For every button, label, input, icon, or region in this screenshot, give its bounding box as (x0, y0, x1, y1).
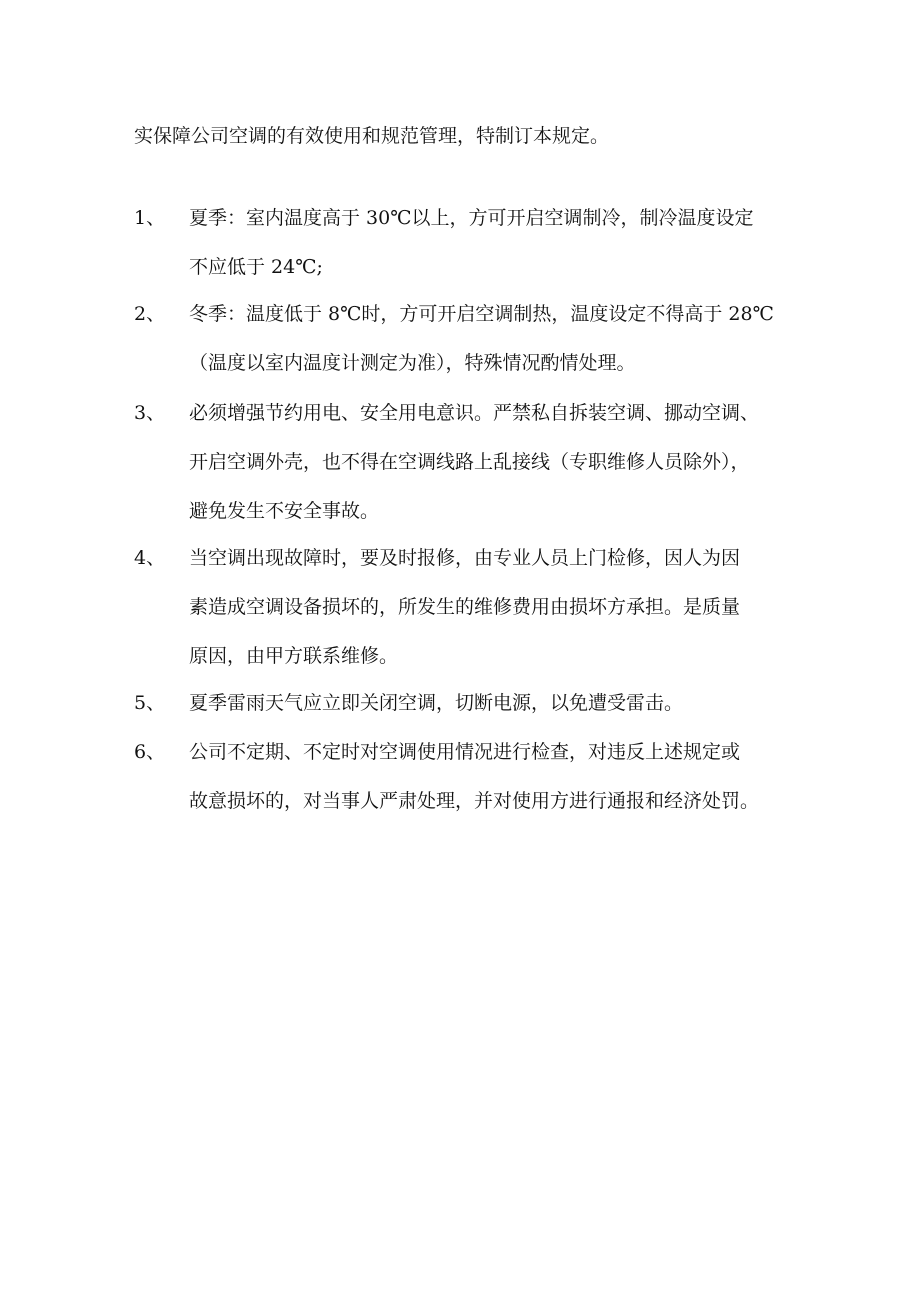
rule-text (189, 686, 819, 735)
rule-line: 当空调出现故障时，要及时报修，由专业人员上门检修，因人为因 (189, 547, 741, 569)
rule-line: 原因，由甲方联系维修。 (189, 645, 399, 667)
rule-number: 6、 (134, 741, 166, 763)
rule-number: 4、 (134, 547, 166, 569)
intro-paragraph: 实保障公司空调的有效使用和规范管理，特制订本规定。 (134, 125, 610, 147)
rule-text (189, 297, 819, 395)
rule-text (189, 735, 819, 833)
rule-number: 1、 (134, 207, 166, 229)
rule-number: 2、 (134, 303, 166, 325)
rule-text (189, 396, 819, 543)
rule-line: 开启空调外壳，也不得在空调线路上乱接线（专职维修人员除外）， (189, 451, 750, 473)
rule-line: 故意损坏的，对当事人严肃处理，并对使用方进行通报和经济处罚。 (189, 790, 760, 812)
rule-line: 冬季：温度低于 8℃时，方可开启空调制热，温度设定不得高于 28℃ (189, 303, 774, 325)
rule-line: 不应低于 24℃; (189, 256, 323, 278)
rule-line: 避免发生不安全事故。 (189, 500, 380, 522)
rule-number: 3、 (134, 402, 166, 424)
rule-text (189, 201, 819, 299)
rule-line: 夏季：室内温度高于 30℃以上，方可开启空调制冷，制冷温度设定 (189, 207, 754, 229)
rule-line: （温度以室内温度计测定为准），特殊情况酌情处理。 (189, 352, 636, 374)
rule-text (189, 541, 819, 688)
rule-line: 公司不定期、不定时对空调使用情况进行检查，对违反上述规定或 (189, 741, 741, 763)
rule-number: 5、 (134, 692, 166, 714)
rule-line: 素造成空调设备损坏的，所发生的维修费用由损坏方承担。是质量 (189, 596, 741, 618)
rule-line: 必须增强节约用电、安全用电意识。严禁私自拆装空调、挪动空调、 (189, 402, 760, 424)
rule-line: 夏季雷雨天气应立即关闭空调，切断电源，以免遭受雷击。 (189, 692, 684, 714)
